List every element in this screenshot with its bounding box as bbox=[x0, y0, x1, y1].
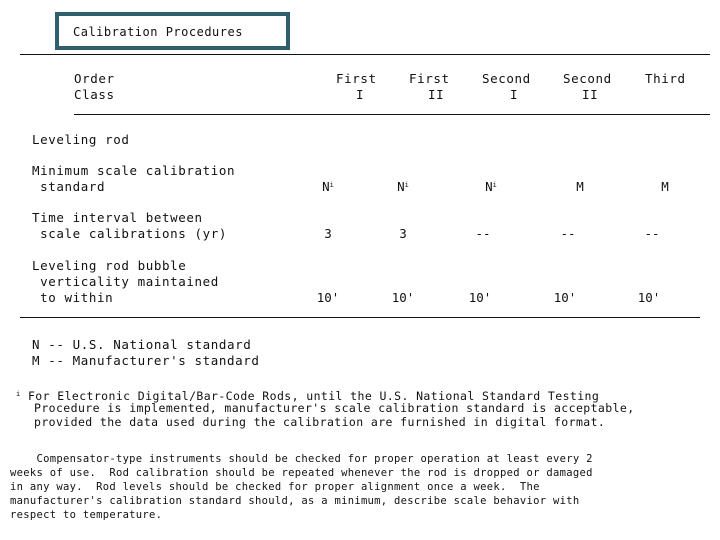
col-header-first-i: First bbox=[336, 71, 377, 86]
page-title: Calibration Procedures bbox=[73, 25, 243, 39]
footnote-line-2: Procedure is implemented, manufacturer's scale calibration standard is acceptable, bbox=[34, 401, 635, 415]
col-header-first-ii-sub: II bbox=[428, 87, 445, 102]
row1-cell-third: M bbox=[661, 179, 669, 194]
note-line-3: in any way. Rod levels should be checked for proper alignment once a week. The bbox=[10, 481, 540, 493]
row1-cell-second-ii: M bbox=[576, 179, 584, 194]
col-header-second-ii-sub: II bbox=[582, 87, 599, 102]
col-header-second-i-sub: I bbox=[510, 87, 519, 102]
title-box bbox=[55, 12, 290, 50]
col-header-first-i-sub: I bbox=[356, 87, 365, 102]
footnote-marker: i bbox=[16, 390, 21, 398]
row1-cell-first-ii: $N^i$ bbox=[397, 179, 409, 194]
section-title: Leveling rod bbox=[32, 132, 130, 147]
col-header-second-i: Second bbox=[482, 71, 531, 86]
row2-label-1: Time interval between bbox=[32, 210, 203, 225]
row3-cell-second-ii: 10' bbox=[553, 290, 577, 305]
row3-cell-second-i: 10' bbox=[468, 290, 492, 305]
row2-cell-second-ii: -- bbox=[560, 226, 576, 241]
note-line-4: manufacturer's calibration standard should, as a minimum, describe scale behavior with bbox=[10, 495, 580, 507]
col-header-third: Third bbox=[645, 71, 686, 86]
row3-cell-first-ii: 10' bbox=[391, 290, 415, 305]
table-bottom-divider bbox=[20, 317, 700, 318]
row2-label-2: scale calibrations (yr) bbox=[32, 226, 228, 241]
header-divider bbox=[74, 114, 710, 115]
row1-cell-second-i: $N^i$ bbox=[485, 179, 497, 194]
row2-cell-first-ii: 3 bbox=[399, 226, 407, 241]
order-class-label-2: Class bbox=[74, 87, 115, 102]
row1-label-1: Minimum scale calibration bbox=[32, 163, 236, 178]
row1-cell-first-i: $N^i$ bbox=[322, 179, 334, 194]
row2-cell-second-i: -- bbox=[475, 226, 491, 241]
order-class-label-1: Order bbox=[74, 71, 115, 86]
row2-cell-third: -- bbox=[644, 226, 660, 241]
row2-cell-first-i: 3 bbox=[324, 226, 332, 241]
row3-cell-first-i: 10' bbox=[316, 290, 340, 305]
note-line-2: weeks of use. Rod calibration should be repeated whenever the rod is dropped or damaged bbox=[10, 467, 593, 479]
footnote-line-3: provided the data used during the calibration are furnished in digital format. bbox=[34, 415, 606, 429]
note-line-1: Compensator-type instruments should be checked for proper operation at least every 2 bbox=[10, 453, 593, 465]
legend-m: M -- Manufacturer's standard bbox=[32, 353, 260, 368]
row3-label-3: to within bbox=[32, 290, 114, 305]
row3-label-1: Leveling rod bubble bbox=[32, 258, 187, 273]
note-line-5: respect to temperature. bbox=[10, 509, 163, 521]
col-header-second-ii: Second bbox=[563, 71, 612, 86]
row3-label-2: verticality maintained bbox=[32, 274, 219, 289]
top-divider bbox=[20, 54, 710, 55]
col-header-first-ii: First bbox=[409, 71, 450, 86]
row3-cell-third: 10' bbox=[637, 290, 661, 305]
legend-n: N -- U.S. National standard bbox=[32, 337, 252, 352]
row1-label-2: standard bbox=[32, 179, 106, 194]
footnote-line-1: $^i$ For Electronic Digital/Bar-Code Rods, until the U.S. National Standard Testing bbox=[16, 389, 600, 403]
